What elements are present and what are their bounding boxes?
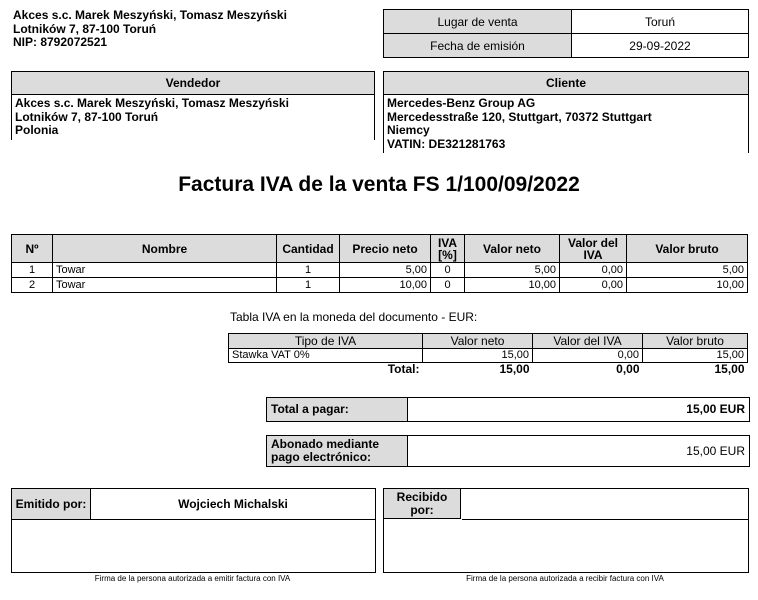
- issued-by-note: Firma de la persona autorizada a emitir factura con IVA: [94, 574, 291, 583]
- paid-label-line1: Abonado mediante: [271, 437, 380, 451]
- seller-header-line: Lotników 7, 87-100 Toruń: [13, 21, 157, 36]
- vat-col-vat: Valor del IVA: [533, 334, 643, 349]
- cell-net-value: 10,00: [465, 278, 560, 293]
- paid-label: [267, 436, 408, 466]
- client-line: VATIN: DE321281763: [387, 136, 506, 151]
- vendor-box: [11, 71, 375, 140]
- col-vat-rate-line2: [%]: [438, 247, 457, 262]
- received-by-name: [462, 489, 748, 520]
- client-line: Mercedesstraße 120, Stuttgart, 70372 Stuttgart: [387, 109, 652, 124]
- vat-cell-net: 15,00: [423, 349, 533, 363]
- col-net-price-label: Precio neto: [352, 241, 418, 256]
- vat-total-net: 15,00: [499, 362, 530, 376]
- vat-cell-vat: 0,00: [533, 349, 643, 363]
- col-net-price: [340, 235, 431, 263]
- vat-summary-title: Tabla IVA en la moneda del documento - EUR:: [230, 310, 478, 324]
- received-by-box: [383, 488, 749, 573]
- vendor-line: Polonia: [15, 123, 59, 137]
- items-header-row: [12, 235, 748, 263]
- client-line: Niemcy: [387, 123, 430, 137]
- paid-value: 15,00 EUR: [686, 444, 745, 458]
- vendor-details: [12, 95, 374, 140]
- vat-cell-type: Stawka VAT 0%: [229, 349, 423, 363]
- table-row: [12, 278, 748, 293]
- vat-col-type: Tipo de IVA: [229, 334, 423, 349]
- cell-name: Towar: [53, 278, 277, 293]
- vat-cell-gross: 15,00: [643, 349, 748, 363]
- vat-total-gross: 15,00: [714, 362, 745, 376]
- client-title: Cliente: [384, 72, 748, 95]
- vat-summary-table: [228, 333, 748, 376]
- received-by-label: [384, 489, 461, 519]
- cell-net-price: 10,00: [340, 278, 431, 293]
- total-to-pay-value: 15,00 EUR: [686, 402, 745, 416]
- issue-date-value: 29-09-2022: [572, 34, 749, 58]
- place-of-sale-label: Lugar de venta: [384, 10, 572, 34]
- items-table: [11, 234, 748, 293]
- total-to-pay-box: [266, 397, 750, 422]
- col-no: Nº: [12, 235, 53, 263]
- total-to-pay-label: Total a pagar:: [267, 398, 408, 421]
- cell-name: Towar: [53, 263, 277, 278]
- vat-total-vat: 0,00: [616, 362, 640, 376]
- col-qty: Cantidad: [277, 235, 340, 263]
- cell-gross-value: 5,00: [627, 263, 748, 278]
- cell-no: 2: [12, 278, 53, 293]
- col-net-value: Valor neto: [465, 235, 560, 263]
- received-by-note: Firma de la persona autorizada a recibir factura con IVA: [466, 574, 664, 583]
- seller-header-line: Akces s.c. Marek Meszyński, Tomasz Meszyński: [13, 8, 287, 22]
- cell-vat-rate: 0: [431, 278, 465, 293]
- vat-col-net: Valor neto: [423, 334, 533, 349]
- seller-header: [13, 9, 287, 50]
- vat-total-row: [229, 363, 748, 377]
- paid-label-line2: pago electrónico:: [271, 450, 372, 464]
- cell-no: 1: [12, 263, 53, 278]
- col-vat-rate-line1: IVA: [437, 235, 458, 250]
- seller-header-line: NIP: 8792072521: [13, 35, 108, 49]
- issued-by-label: Emitido por:: [12, 489, 91, 520]
- col-name: Nombre: [53, 235, 277, 263]
- cell-vat-value: 0,00: [560, 278, 627, 293]
- client-line: Mercedes-Benz Group AG: [387, 96, 536, 110]
- invoice-title: Factura IVA de la venta FS 1/100/09/2022: [178, 173, 580, 196]
- received-by-label-line2: por:: [410, 503, 434, 517]
- cell-qty: 1: [277, 263, 340, 278]
- table-row: [229, 349, 748, 363]
- cell-vat-rate: 0: [431, 263, 465, 278]
- cell-gross-value: 10,00: [627, 278, 748, 293]
- paid-box: [266, 435, 750, 467]
- cell-qty: 1: [277, 278, 340, 293]
- col-vat-value: Valor del IVA: [560, 235, 627, 263]
- vat-header-row: [229, 334, 748, 349]
- vat-total-label: Total:: [387, 362, 420, 376]
- place-of-sale-value: Toruń: [572, 10, 749, 34]
- vendor-line: Lotników 7, 87-100 Toruń: [15, 109, 159, 124]
- vendor-line: Akces s.c. Marek Meszyński, Tomasz Meszyński: [15, 96, 289, 110]
- col-vat-rate: [431, 235, 465, 263]
- cell-net-value: 5,00: [465, 263, 560, 278]
- cell-net-price: 5,00: [340, 263, 431, 278]
- vendor-title: Vendedor: [12, 72, 374, 95]
- issued-by-name: Wojciech Michalski: [91, 489, 375, 520]
- client-details: [384, 95, 748, 153]
- issue-date-label: Fecha de emisión: [384, 34, 572, 58]
- table-row: [12, 263, 748, 278]
- received-by-label-line1: Recibido: [396, 490, 448, 504]
- client-box: [383, 71, 749, 153]
- cell-vat-value: 0,00: [560, 263, 627, 278]
- invoice-meta-table: [383, 9, 749, 58]
- issued-by-box: [11, 488, 376, 573]
- col-gross-value: Valor bruto: [627, 235, 748, 263]
- vat-col-gross: Valor bruto: [643, 334, 748, 349]
